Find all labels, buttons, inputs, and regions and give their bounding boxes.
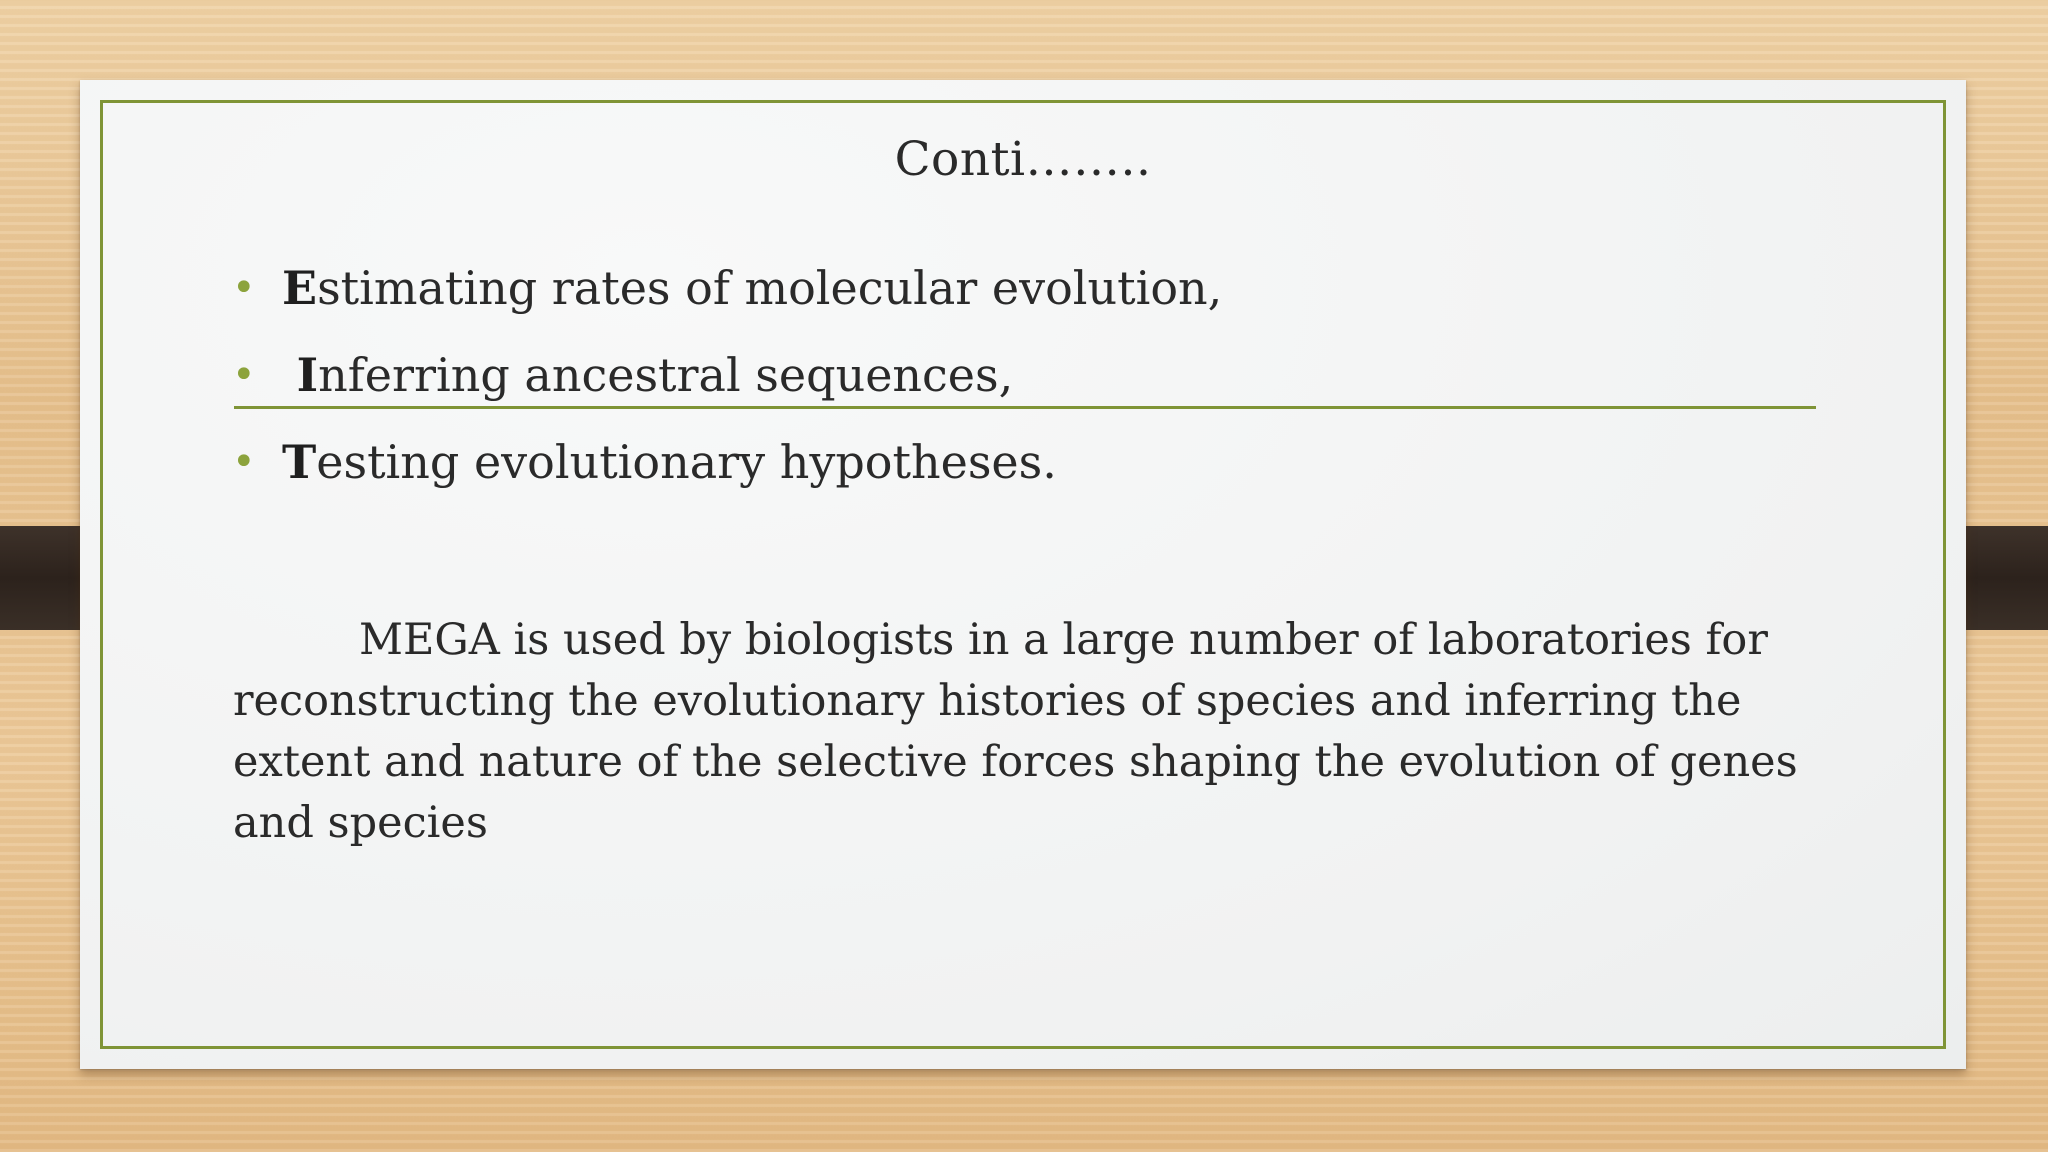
bullet-dot-icon: • — [232, 352, 256, 398]
bullet-dot-icon: • — [232, 439, 256, 485]
slide-border-frame — [100, 100, 1946, 1049]
divider-rule — [234, 406, 1816, 409]
bullet-list — [232, 258, 1832, 519]
bullet-initial: T — [282, 435, 317, 489]
bullet-initial: E — [282, 261, 318, 315]
slide-title: Conti…….. — [894, 132, 1152, 187]
bullet-item — [232, 432, 1832, 519]
bullet-item — [232, 258, 1832, 345]
bullet-initial: I — [296, 348, 319, 402]
bullet-text: nferring ancestral sequences, — [318, 348, 1014, 402]
slide-paper — [80, 80, 1966, 1069]
bullet-item — [232, 345, 1832, 432]
bullet-text: esting evolutionary hypotheses. — [316, 435, 1057, 489]
body-paragraph: MEGA is used by biologists in a large number of laboratories for reconstructing the evolutionary histories of species and inferring the extent and nature of the selective forces shaping the evolution of genes and species — [233, 615, 1798, 848]
bullet-text: stimating rates of molecular evolution, — [317, 261, 1223, 315]
bullet-dot-icon: • — [232, 265, 256, 311]
